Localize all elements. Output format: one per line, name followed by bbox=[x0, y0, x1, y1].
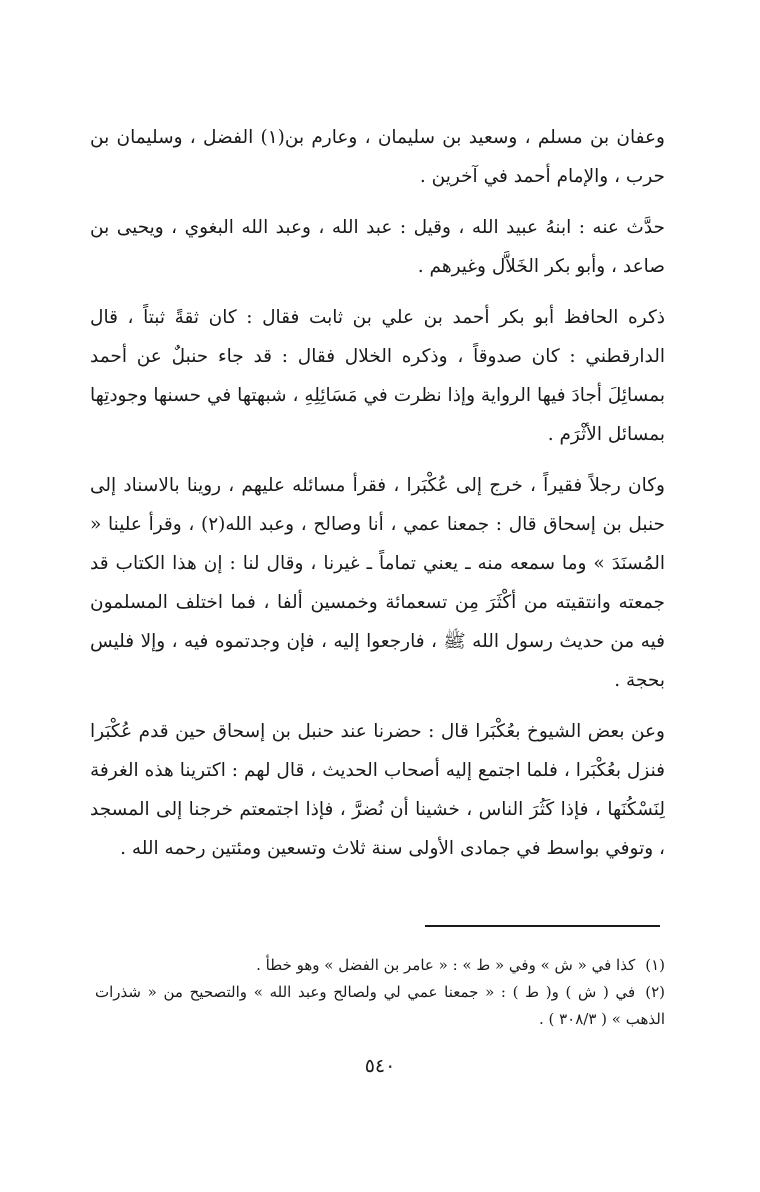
paragraph-2: حدَّث عنه : ابنهُ عبيد الله ، وقيل : عبد الله ، وعبد الله البغوي ، ويحيى بن صاعد ، وأبو بكر الخَلاَّل وغيرهم . bbox=[90, 217, 665, 277]
footnote-number: (١) bbox=[645, 956, 665, 974]
paragraph-3: ذكره الحافظ أبو بكر أحمد بن علي بن ثابت فقال : كان ثقةً ثبتاً ، قال الدارقطني : كان صدوقاً ، وذكره الخلال فقال : قد جاء حنبلٌ عن أحمد بمسائِلَ أجادَ فيها الرواية وإذا نظرت في مَسَائِلِهِ ، شبهتها في حسنها وجودتِها بمسائل الأثْرَم . bbox=[90, 307, 665, 445]
page-number: ٥٤٠ bbox=[364, 1055, 396, 1077]
footnote-number: (٢) bbox=[645, 983, 665, 1001]
paragraph-1: وعفان بن مسلم ، وسعيد بن سليمان ، وعارم بن(١) الفضل ، وسليمان بن حرب ، والإمام أحمد في آخرين . bbox=[90, 127, 665, 187]
footnote-text: في ( ش ) و( ط ) : « جمعنا عمي لي ولصالح وعبد الله » والتصحيح من « شذرات الذهب » ( ٣٠٨/٣ ) . bbox=[95, 983, 665, 1028]
footnote-divider bbox=[425, 925, 660, 927]
footnote-1 bbox=[95, 952, 665, 979]
paragraph-5: وعن بعض الشيوخ بعُكْبَرا قال : حضرنا عند حنبل بن إسحاق حين قدم عُكْبَرا فنزل بعُكْبَرا ، فلما اجتمع إليه أصحاب الحديث ، قال لهم : اكترينا هذه الغرفة لِنَسْكُنَها ، فإذا كَثُرَ الناس ، خشينا أن نُضرَّ ، فإذا اجتمعتم خرجنا إلى المسجد ، وتوفي بواسط في جمادى الأولى سنة ثلاث وتسعين ومئتين رحمه الله . bbox=[90, 721, 665, 859]
footnote-2 bbox=[95, 979, 665, 1033]
paragraph-4: وكان رجلاً فقيراً ، خرج إلى عُكْبَرا ، فقرأ مسائله عليهم ، روينا بالاسناد إلى حنبل بن إسحاق قال : جمعنا عمي ، أنا وصالح ، وعبد الله(٢) ، وقرأ علينا « المُسنَدَ » وما سمعه منه ـ يعني تماماً ـ غيرنا ، وقال لنا : إن هذا الكتاب قد جمعته وانتقيته من أكْثَرَ مِن تسعمائة وخمسين ألفا ، فما اختلف المسلمون فيه من حديث رسول الله ﷺ ، فارجعوا إليه ، فإن وجدتموه فيه ، وإلا فليس بحجة . bbox=[90, 475, 665, 691]
main-text bbox=[90, 118, 665, 868]
footnotes bbox=[95, 952, 665, 1033]
footnote-text: كذا في « ش » وفي « ط » : « عامر بن الفضل » وهو خطأ . bbox=[256, 956, 636, 974]
